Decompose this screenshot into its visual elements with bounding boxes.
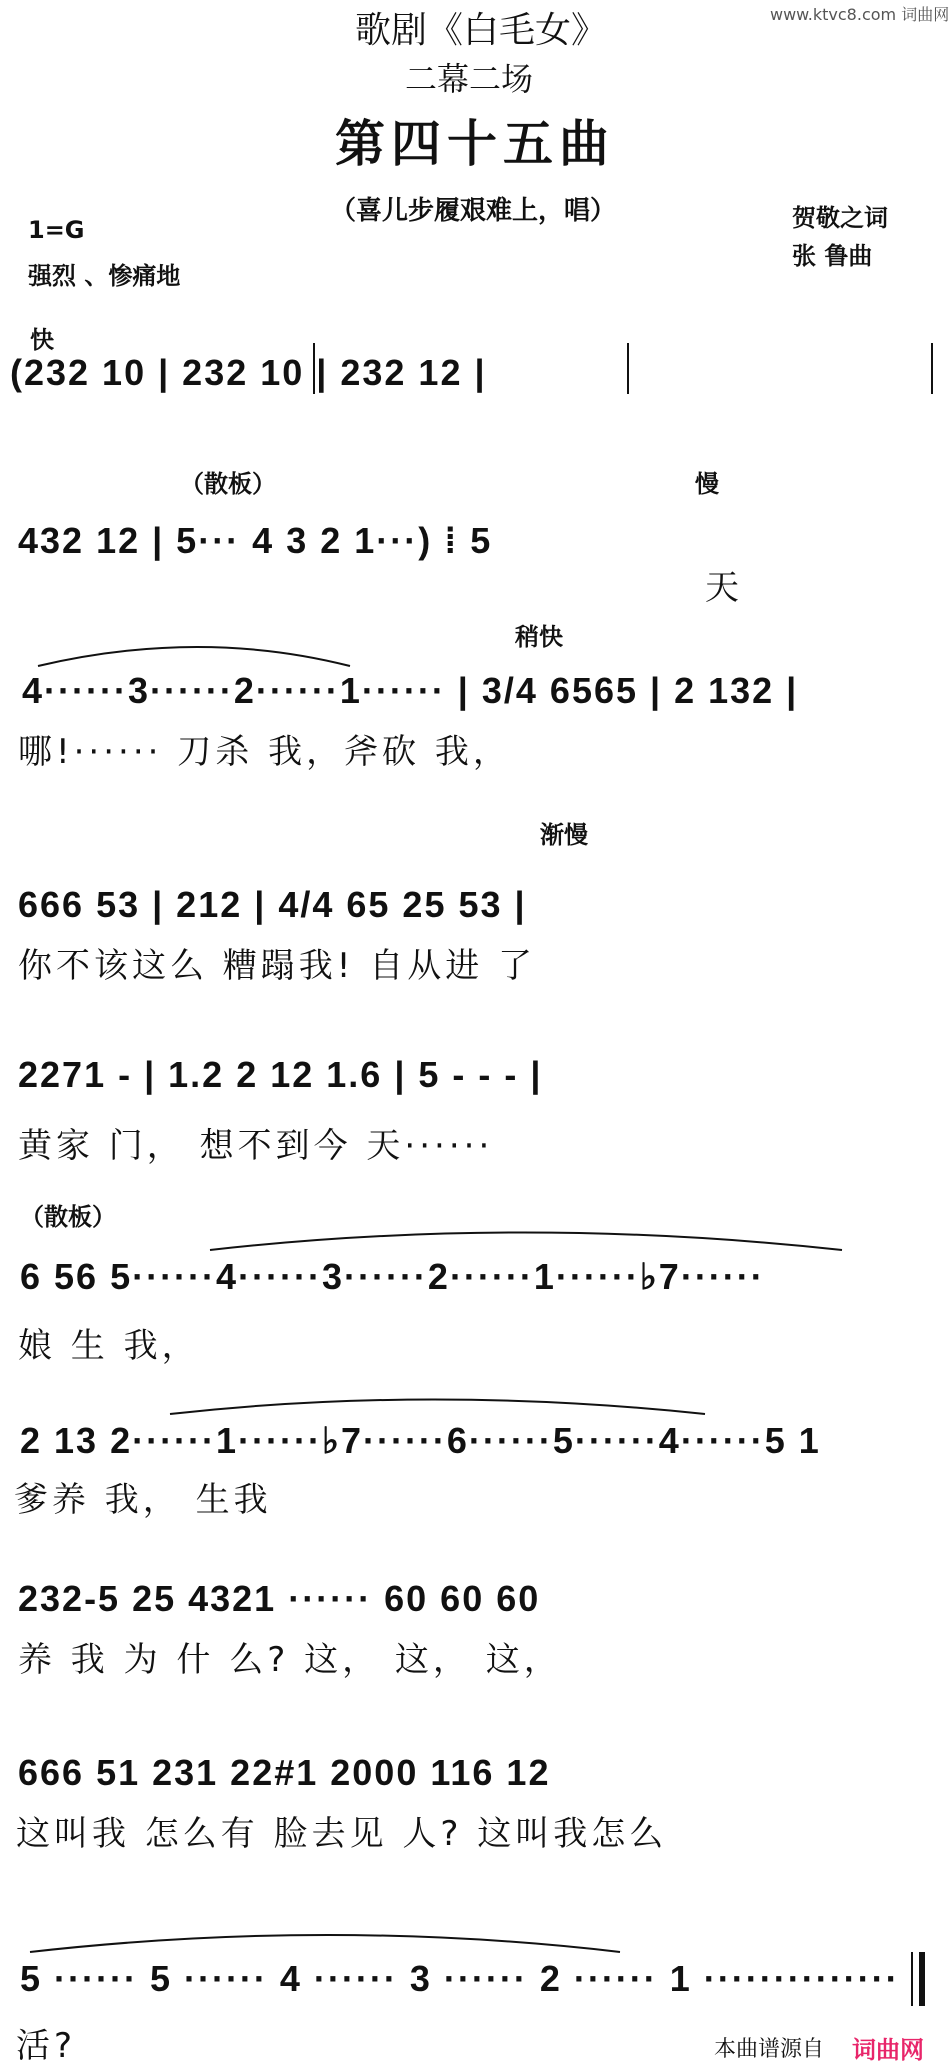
tempo-jianman: 渐慢 (540, 821, 588, 849)
opera-title: 歌剧《白毛女》 (355, 10, 608, 51)
lyrics-row-8: 养 我 为 什 么? 这， 这， 这， (18, 1640, 562, 1680)
lyrics-row-3: 哪!······ 刀杀 我，斧砍 我， (18, 732, 511, 772)
lyrics-row-9: 这叫我 怎么有 脸去见 人? 这叫我怎么 (16, 1814, 668, 1854)
score-row-5: 2271 - | 1.2 2 12 1.6 | 5 - - - | (18, 1054, 543, 1095)
score-row-3: 4······3······2······1······ | 3/4 6565 | 2 132 | (22, 670, 799, 711)
composer: 张 鲁曲 (792, 242, 873, 270)
score-row-2: 432 12 | 5··· 4 3 2 1···) ⁞ 5 (18, 520, 493, 561)
tempo-man: 慢 (695, 470, 719, 498)
lyrics-row-6: 娘 生 我， (18, 1326, 200, 1366)
lyrics-row-5: 黄家 门， 想不到今 天······ (18, 1126, 494, 1166)
slur (170, 1400, 705, 1415)
piece-title: 第四十五曲 (335, 114, 615, 173)
score-row-6: 6 56 5······4······3······2······1······♭7······ (20, 1256, 765, 1297)
slur (38, 647, 350, 666)
tempo-sanban-2: （散板） (20, 1203, 116, 1231)
score-row-7: 2 13 2······1······♭7······6······5······4······5 1 (20, 1420, 821, 1461)
source-label: 本曲谱源自 (714, 2037, 825, 2062)
brand-name: 词曲网 (852, 2036, 924, 2064)
tempo-kuai: 快 (30, 326, 54, 354)
score-row-10: 5 ······ 5 ······ 4 ······ 3 ······ 2 ······ 1 ·············· (20, 1958, 900, 1999)
lyrics-row-4: 你不该这么 糟蹋我! 自从进 了 (18, 946, 537, 986)
stage-direction: （喜儿步履艰难上，唱） (330, 196, 617, 226)
lyricist: 贺敬之词 (792, 204, 888, 232)
slur (210, 1233, 842, 1251)
lyrics-row-10: 活? (16, 2026, 77, 2066)
scene-label: 二幕二场 (405, 60, 534, 98)
key-signature: 1=G (28, 216, 85, 244)
score-row-1: (232 10 | 232 10 | 232 12 | (10, 352, 487, 393)
score-row-4: 666 53 | 212 | 4/4 65 25 53 | (18, 884, 527, 925)
watermark: www.ktvc8.com 词曲网 (770, 5, 950, 24)
lyrics-row-7: 爹养 我， 生我 (14, 1480, 272, 1520)
lyrics-row-2: 天 (705, 568, 743, 608)
score-row-8: 232-5 25 4321 ······ 60 60 60 (18, 1578, 541, 1619)
score-row-9: 666 51 231 22#1 2000 116 12 (18, 1752, 551, 1793)
tempo-sanban-1: （散板） (180, 470, 276, 498)
slur (30, 1935, 620, 1952)
expression-mark: 强烈 、惨痛地 (28, 262, 181, 290)
tempo-shaokuai: 稍快 (515, 623, 563, 651)
